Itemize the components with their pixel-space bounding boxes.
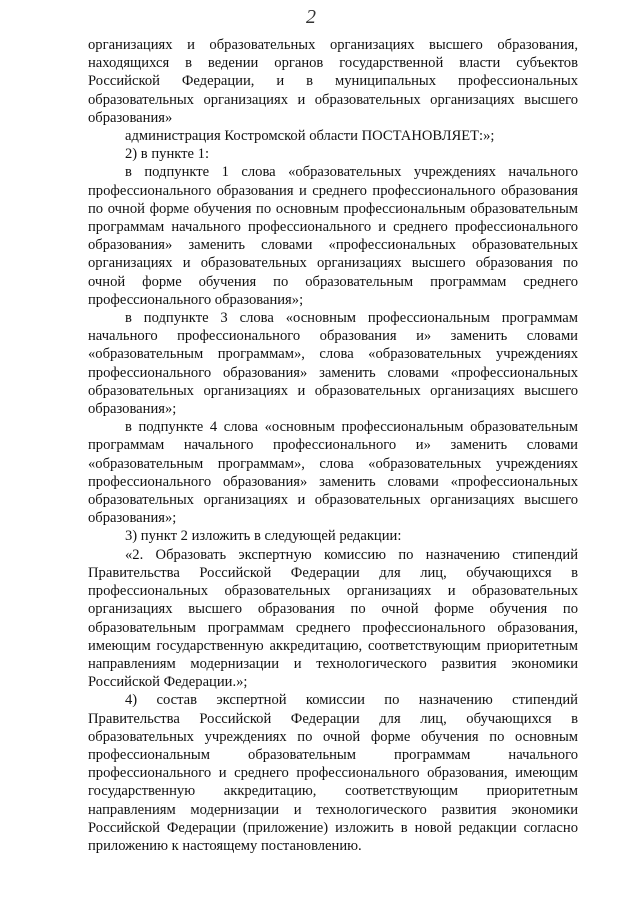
paragraph-item-3-text: «2. Образовать экспертную комиссию по назначению стипендий Правительства Российской Федерации для лиц, обучающихся в профессиональных образовательных организациях и образовательных организациях высшего образования по очной форме обучения по образовательным программам среднего профессионального образования, имеющим государственную аккредитацию, соответствующим приоритетным направлениям модернизации и технологического развития экономики Российской Федерации.»; xyxy=(88,546,578,691)
paragraph-subitem-3: в подпункте 3 слова «основным профессиональным программам начального профессионального образования и» заменить словами «образовательным программам», слова «образовательных учреждениях профессионального образования» заменить словами «профессиональных образовательных организациях и образовательных организациях высшего образования»; xyxy=(88,310,578,418)
paragraph-continuation: организациях и образовательных организациях высшего образования, находящихся в ведении органов государственной власти субъектов Российской Федерации, и в муниципальных профессиональных образовательных организациях и образовательных организациях высшего образования» xyxy=(88,37,578,126)
page-number: 2 xyxy=(306,6,316,28)
paragraph-item-4: 4) состав экспертной комиссии по назначению стипендий Правительства Российской Федерации для лиц, обучающихся в образовательных учреждениях по очной форме обучения по основным профессиональным образовательным программам начального профессионального и среднего профессионального образования, имеющим государственную аккредитацию, соответствующим приоритетным направлениям модернизации и технологического развития экономики Российской Федерации (приложение) изложить в новой редакции согласно приложению к настоящему постановлению. xyxy=(88,692,578,854)
document-body xyxy=(88,36,578,855)
paragraph-resolution: администрация Костромской области ПОСТАНОВЛЯЕТ:»; xyxy=(125,128,495,145)
paragraph-item-3: 3) пункт 2 изложить в следующей редакции: xyxy=(125,528,402,545)
paragraph-item-2: 2) в пункте 1: xyxy=(125,146,210,163)
paragraph-subitem-4: в подпункте 4 слова «основным профессиональным образовательным программам начального профессионального и» заменить словами «образовательным программам», слова «образовательных учреждениях профессионального образования» заменить словами «профессиональных образовательных организациях и образовательных организациях высшего образования»; xyxy=(88,419,578,527)
paragraph-subitem-1: в подпункте 1 слова «образовательных учреждениях начального профессионального образования и среднего профессионального образования по очной форме обучения по основным профессиональным образовательным программам начального профессионального и среднего профессионального образования» заменить словами «профессиональных образовательных организациях и образовательных организациях высшего образования по очной форме обучения по образовательным программам среднего профессионального образования»; xyxy=(88,164,578,308)
